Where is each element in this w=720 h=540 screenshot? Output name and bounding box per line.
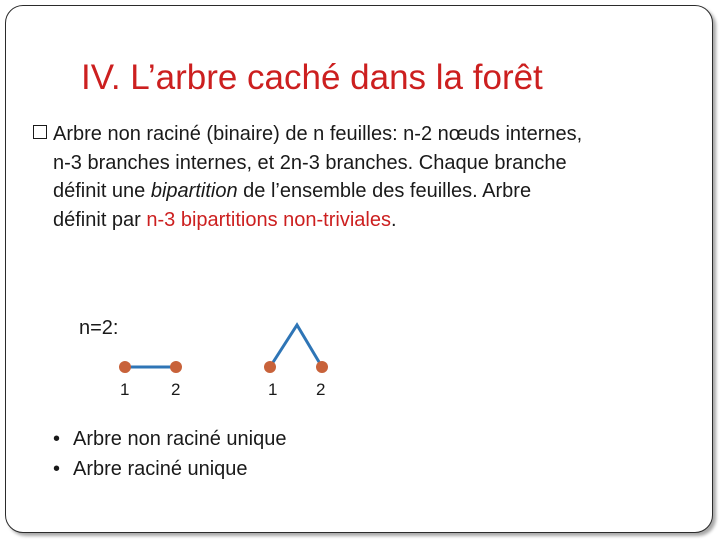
nontrivial-bipartitions-highlight: n-3 bipartitions non-triviales	[146, 208, 391, 231]
n-equals-label: n=2:	[79, 317, 119, 339]
sub-bullet-item	[53, 424, 286, 454]
main-bullet-line-2: n-3 branches internes, et 2n-3 branches. Chaque branche	[53, 151, 567, 174]
sub-bullet-list	[53, 424, 286, 484]
main-bullet-line-1: Arbre non raciné (binaire) de n feuilles: n-2 nœuds internes,	[53, 123, 583, 145]
sub-bullet-marker: •	[53, 428, 61, 450]
unrooted-leaf-label-1: 1	[120, 380, 130, 399]
sub-bullet-text: Arbre non raciné unique	[73, 428, 287, 450]
sub-bullet-item	[53, 454, 286, 484]
rooted-leaf-label-1: 1	[268, 380, 278, 399]
sub-bullet-text: Arbre raciné unique	[73, 458, 248, 480]
line4-prefix: définit par	[53, 208, 147, 231]
rooted-tree	[264, 325, 328, 373]
sub-bullet-marker: •	[53, 458, 61, 480]
slide-title: IV. L’arbre caché dans la forêt	[81, 58, 543, 97]
line3-suffix: de l’ensemble des feuilles. Arbre	[237, 180, 532, 202]
unrooted-leaf-node-2	[170, 361, 182, 373]
rooted-edges	[270, 325, 322, 367]
rooted-leaf-node-2	[316, 361, 328, 373]
unrooted-leaf-node-1	[119, 361, 131, 373]
line4-suffix: .	[390, 208, 397, 231]
line3-prefix: définit une	[53, 180, 151, 202]
unrooted-tree	[119, 361, 182, 373]
rooted-leaf-label-2: 2	[316, 380, 326, 399]
unrooted-leaf-label-2: 2	[171, 380, 181, 399]
bipartition-term: bipartition	[150, 180, 238, 202]
rooted-leaf-node-1	[264, 361, 276, 373]
